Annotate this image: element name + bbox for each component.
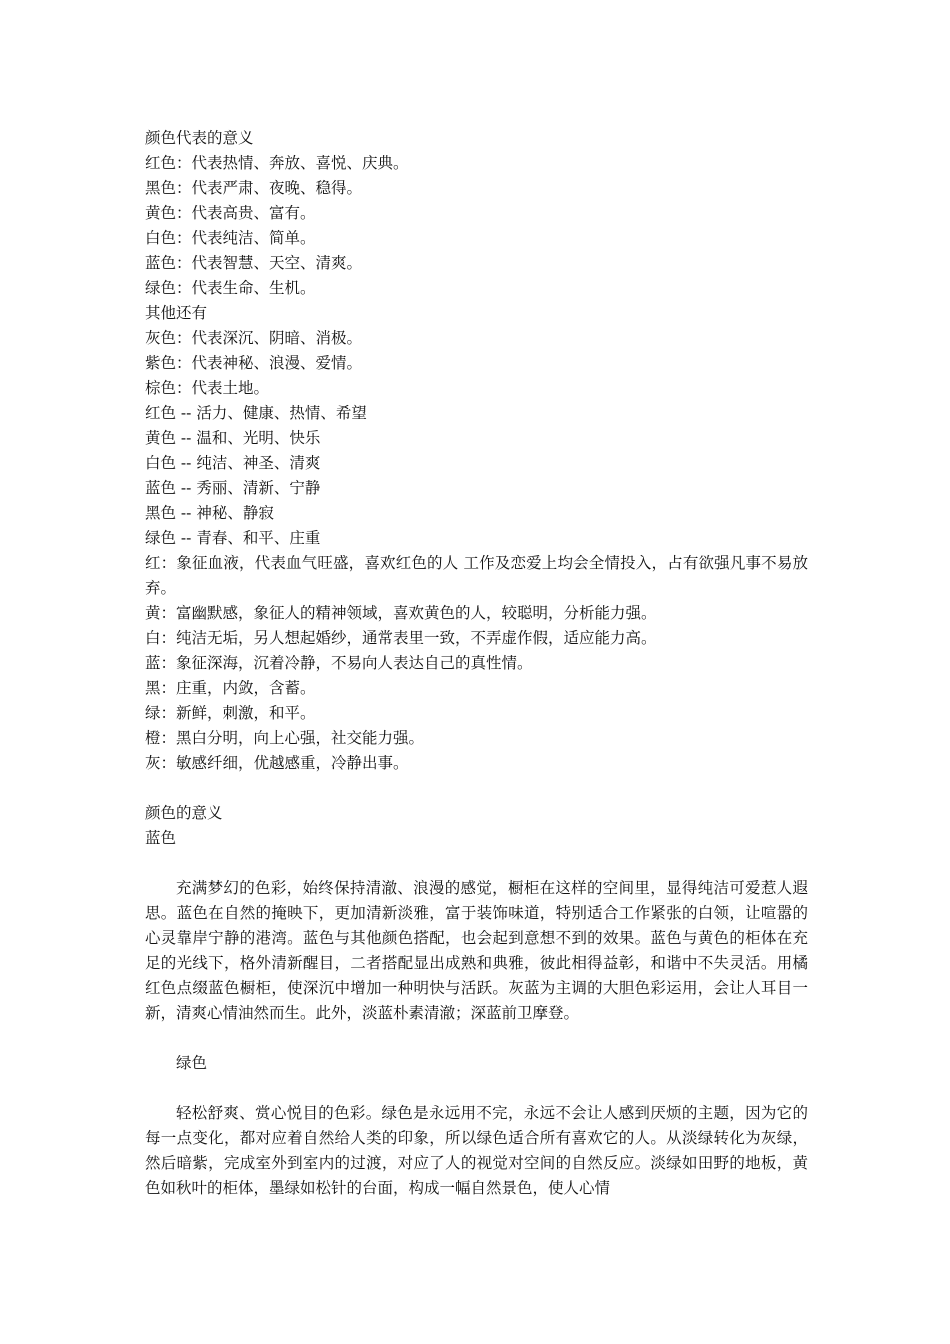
spacer bbox=[145, 851, 808, 876]
personality-blue: 蓝：象征深海，沉着冷静，不易向人表达自己的真性情。 bbox=[145, 654, 533, 672]
color-meaning-white: 白色：代表纯洁、简单。 bbox=[145, 229, 316, 247]
personality-green: 绿：新鲜，刺激，和平。 bbox=[145, 704, 316, 722]
dash-item-black: 黑色 -- 神秘、静寂 bbox=[145, 504, 274, 522]
color-meaning-purple: 紫色：代表神秘、浪漫、爱情。 bbox=[145, 354, 363, 372]
color-meaning-red: 红色：代表热情、奔放、喜悦、庆典。 bbox=[145, 154, 409, 172]
personality-black: 黑：庄重，内敛，含蓄。 bbox=[145, 679, 316, 697]
color-meaning-black: 黑色：代表严肃、夜晚、稳得。 bbox=[145, 179, 363, 197]
personality-yellow: 黄：富幽默感，象征人的精神领域，喜欢黄色的人，较聪明，分析能力强。 bbox=[145, 604, 657, 622]
dash-item-red: 红色 -- 活力、健康、热情、希望 bbox=[145, 404, 367, 422]
personality-red: 红：象征血液，代表血气旺盛，喜欢红色的人 工作及恋爱上均会全情投入，占有欲强凡事不易放弃。 bbox=[145, 554, 808, 597]
blue-heading: 蓝色 bbox=[145, 829, 177, 847]
color-meaning-blue: 蓝色：代表智慧、天空、清爽。 bbox=[145, 254, 363, 272]
spacer bbox=[145, 776, 808, 801]
document-page bbox=[145, 126, 808, 1201]
section-title: 颜色代表的意义 bbox=[145, 129, 254, 147]
others-heading: 其他还有 bbox=[145, 304, 208, 322]
dash-item-green: 绿色 -- 青春、和平、庄重 bbox=[145, 529, 321, 547]
green-heading: 绿色 bbox=[176, 1054, 208, 1072]
personality-gray: 灰：敏感纤细，优越感重，冷静出事。 bbox=[145, 754, 409, 772]
blue-paragraph: 充满梦幻的色彩，始终保持清澈、浪漫的感觉，橱柜在这样的空间里，显得纯洁可爱惹人遐思。蓝色在自然的掩映下，更加清新淡雅，富于装饰味道，特别适合工作紧张的白领，让喧嚣的心灵靠岸宁静的港湾。蓝色与其他颜色搭配，也会起到意想不到的效果。蓝色与黄色的柜体在充足的光线下，格外清新醒目，二者搭配显出成熟和典雅，彼此相得益彰，和谐中不失灵活。用橘红色点缀蓝色橱柜，使深沉中增加一种明快与活跃。灰蓝为主调的大胆色彩运用，会让人耳目一新，清爽心情油然而生。此外，淡蓝朴素清澈；深蓝前卫摩登。 bbox=[145, 879, 808, 1022]
meaning-title: 颜色的意义 bbox=[145, 804, 223, 822]
personality-orange: 橙：黑白分明，向上心强，社交能力强。 bbox=[145, 729, 425, 747]
color-meaning-yellow: 黄色：代表高贵、富有。 bbox=[145, 204, 316, 222]
spacer bbox=[145, 1076, 808, 1101]
dash-item-blue: 蓝色 -- 秀丽、清新、宁静 bbox=[145, 479, 321, 497]
green-paragraph: 轻松舒爽、赏心悦目的色彩。绿色是永远用不完，永远不会让人感到厌烦的主题，因为它的每一点变化，都对应着自然给人类的印象，所以绿色适合所有喜欢它的人。从淡绿转化为灰绿，然后暗紫，完成室外到室内的过渡，对应了人的视觉对空间的自然反应。淡绿如田野的地板，黄色如秋叶的柜体，墨绿如松针的台面，构成一幅自然景色，使人心情 bbox=[145, 1104, 808, 1197]
color-meaning-green: 绿色：代表生命、生机。 bbox=[145, 279, 316, 297]
color-meaning-brown: 棕色：代表土地。 bbox=[145, 379, 270, 397]
dash-item-yellow: 黄色 -- 温和、光明、快乐 bbox=[145, 429, 321, 447]
personality-white: 白：纯洁无垢，另人想起婚纱，通常表里一致，不弄虚作假，适应能力高。 bbox=[145, 629, 657, 647]
color-meaning-gray: 灰色：代表深沉、阴暗、消极。 bbox=[145, 329, 363, 347]
spacer bbox=[145, 1026, 808, 1051]
dash-item-white: 白色 -- 纯洁、神圣、清爽 bbox=[145, 454, 321, 472]
